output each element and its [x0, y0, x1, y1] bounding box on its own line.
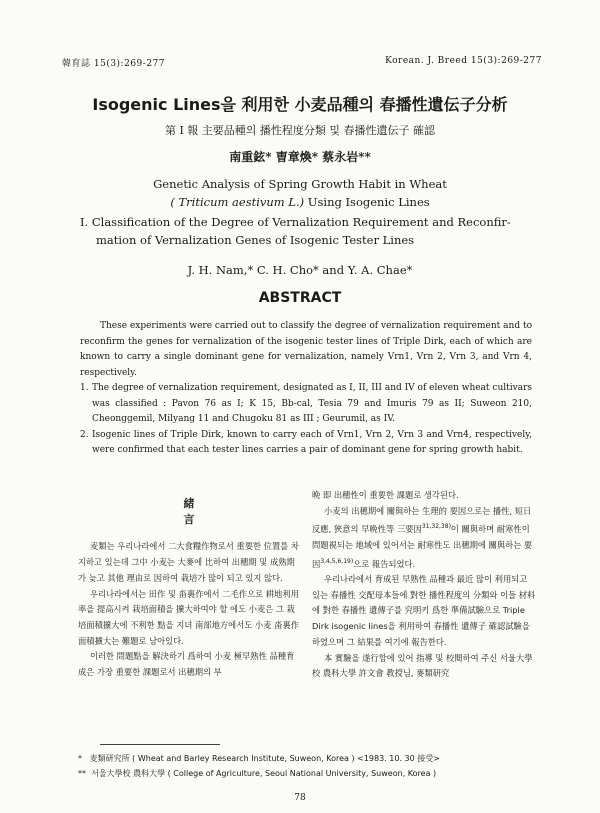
journal-header-right: Korean. J. Breed 15(3):269-277 — [385, 56, 542, 66]
species-name: ( Triticum aestivum L.) — [170, 195, 305, 209]
footnotes — [78, 751, 548, 781]
finding-text: The degree of vernalization requirement, designated as I, II, III and IV of eleven wheat cultivars was classified : Pavon 76 as I; K 15, Bb-cal, Tesia 79 and Imuris 79 as II; Suweon 210, Cheonggemil, Milyang 11 and Chugoku 81 as III ; Geurumil, as IV. — [92, 383, 532, 424]
abstract-finding — [80, 381, 532, 428]
korean-subtitle: 第 I 報 主要品種의 播性程度分類 및 春播性遺伝子 確認 — [164, 124, 436, 137]
finding-number: 2. — [80, 429, 89, 440]
right-paragraph-1-a: 小麦의 出穗期에 關與하는 生理的 要因으로는 播性, 短日反應, 狹意의 早晩性等 三要因 — [312, 505, 532, 535]
english-title-line1: Genetic Analysis of Spring Growth Habit in Wheat — [153, 177, 447, 191]
footnote-text: 麦類研究所 ( Wheat and Barley Research Institute, Suweon, Korea ) <1983. 10. 30 接受> — [89, 754, 440, 763]
footnote — [78, 766, 548, 781]
finding-number: 1. — [80, 383, 89, 393]
citation-superscript: 31,32,38) — [421, 523, 451, 531]
part-title — [80, 213, 550, 249]
right-column — [312, 488, 536, 682]
right-paragraph-1-c: 으로 報告되었다. — [353, 558, 416, 569]
introduction-heading: 緒 言 — [183, 497, 255, 526]
footnote-mark: * — [78, 754, 82, 763]
abstract-heading: ABSTRACT — [258, 290, 342, 306]
abstract-body — [80, 319, 532, 459]
right-paragraph-3: 本 實驗을 遂行함에 있어 指導 및 校閱하여 주신 서울大學校 農科大學 許文會 教授님, 麥類研究 — [312, 652, 533, 679]
english-title — [0, 175, 600, 211]
english-title-line2-rest: Using Isogenic Lines — [304, 195, 430, 209]
right-paragraph-0: 晩 即 出穗性이 重要한 課題로 생각된다. — [312, 490, 459, 500]
journal-header-left: 韓育誌 15(3):269-277 — [62, 59, 165, 69]
abstract-findings-list — [80, 381, 532, 459]
left-paragraph-1: 麦類는 우리나라에서 二大食糧作物로서 重要한 位置를 차지하고 있는데 그中 小麦는 大麥에 比하여 出穗期 및 成熟期가 늦고 其他 理由로 因하여 栽培가 많이 되고 있지 않다. — [78, 541, 299, 583]
right-paragraph-2: 우리나라에서 育成된 早熟性 品種과 最近 많이 利用되고 있는 春播性 交配母本들에 對한 播性程度의 分類와 이들 材料에 對한 春播性 遺傳子를 究明키 爲한 準備試驗으로 Triple Dirk isogenic lines을 利用하여 春播性 遺傳子 確認試驗을 하였으며 그 結果를 여기에 報告한다. — [312, 574, 536, 647]
english-title-line2 — [0, 193, 600, 211]
left-paragraph-3: 이러한 問題點을 解決하기 爲하여 小麦 極早熟性 品種育成은 가장 重要한 課題로서 出穗期의 부 — [78, 651, 295, 678]
footnote-text: 서울大學校 農科大學 ( College of Agriculture, Seoul National University, Suweon, Korea ) — [91, 769, 437, 778]
footnote-mark: ** — [78, 769, 86, 778]
left-column — [78, 496, 300, 681]
finding-text: Isogenic lines of Triple Dirk, known to carry each of Vrn1, Vrn 2, Vrn 3 and Vrn4, respectively, were confirmed that each tester lines carries a pair of dominant gene for spring growth habit. — [92, 429, 532, 455]
left-paragraph-2: 우리나라에서는 田作 및 畓裏作에서 二毛作으로 耕地利用率을 提高시켜 栽培面積을 擴大하여야 할 에도 小麦은 그 栽培面積擴大에 不利한 點을 지녀 南部地方에서도 小麦 畓裏作 面積擴大는 難題로 남아있다. — [78, 588, 299, 646]
footnote — [78, 751, 548, 766]
part-title-line1: I. Classification of the Degree of Vernalization Requirement and Reconfir- — [80, 215, 511, 229]
page-number: 78 — [294, 793, 306, 803]
abstract-intro: These experiments were carried out to classify the degree of vernalization requirement and to reconfirm the genes for vernalization of the isogenic tester lines of Triple Dirk, each of which are known to carry a single dominant gene for vernalization, namely Vrn1, Vrn 2, Vrn 3, and Vrn 4, respectively. — [80, 321, 532, 378]
part-title-line2: mation of Vernalization Genes of Isogenic Tester Lines — [96, 233, 415, 247]
right-paragraph-1 — [312, 504, 536, 572]
citation-superscript: 3,4,5,6,19) — [320, 557, 354, 565]
korean-authors: 南重鉉* 曺章煥* 蔡永岩** — [229, 150, 371, 164]
footnote-divider — [100, 744, 220, 745]
right-paragraph-1-b: 이 關與하며 耐寒性이 問題視되는 地域에 있어서는 耐寒性도 出穗期에 關與하는 要因 — [312, 524, 533, 569]
abstract-finding — [80, 428, 532, 459]
korean-title: Isogenic Lines을 利用한 小麦品種의 春播性遺伝子分析 — [92, 95, 508, 114]
english-authors: J. H. Nam,* C. H. Cho* and Y. A. Chae* — [187, 263, 413, 277]
